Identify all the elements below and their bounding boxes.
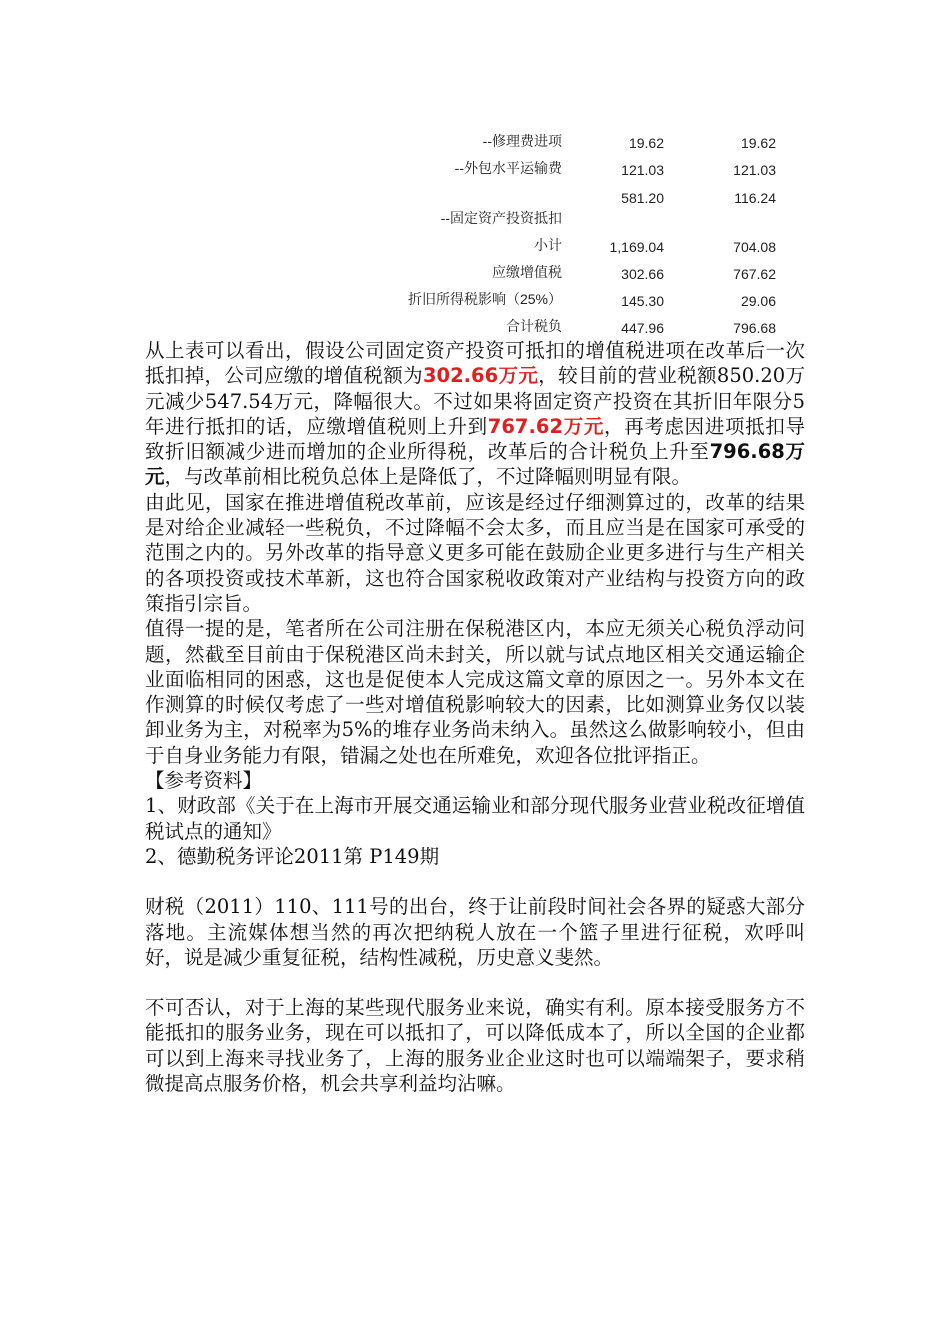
paragraph-text: 从上表可以看出，假设公司固定资产投资可抵扣的增值税进项在改革后一次抵扣掉，公司应缴的增值税额为 <box>145 339 805 388</box>
highlight-vat-five-year: 767.62万元 <box>487 414 605 438</box>
row-label: --修理费进项 <box>482 133 562 149</box>
row-label: 折旧所得税影响（25%） <box>407 291 562 307</box>
row-value-five-year: 116.24 <box>734 190 776 206</box>
table-row <box>300 124 790 151</box>
row-value-one-time: 302.66 <box>621 266 664 282</box>
table-row <box>300 309 790 336</box>
highlight-vat-one-time: 302.66万元 <box>422 364 539 388</box>
row-label: 应缴增值税 <box>492 264 562 280</box>
references-heading: 【参考资料】 <box>145 769 263 793</box>
article-body <box>145 338 805 1096</box>
row-label: --外包水平运输费 <box>454 160 562 176</box>
paragraph-text: ，再考虑因进项抵扣导致折旧额减少进而增加的企业所得税，改革后的合计税负上升至 <box>145 414 805 464</box>
table-row <box>300 282 790 309</box>
row-value-five-year: 704.08 <box>733 239 776 255</box>
row-label: 小计 <box>534 237 562 253</box>
shanghai-paragraph: 不可否认，对于上海的某些现代服务业来说，确实有利。原本接受服务方不能抵扣的服务业务，现在可以抵扣了，可以降低成本了，所以全国的企业都可以到上海来寻找业务了，上海的服务业企业这时也可以端端架子，要求稍微提高点服务价格，机会共享利益均沾嘛。 <box>145 996 805 1096</box>
row-value-one-time: 121.03 <box>621 162 664 178</box>
row-label: --固定资产投资抵扣 <box>440 210 562 226</box>
row-value-one-time: 447.96 <box>621 320 664 336</box>
author-note-paragraph: 值得一提的是，笔者所在公司注册在保税港区内，本应无须关心税负浮动问题，然截至目前由于保税港区尚未封关，所以就与试点地区相关交通运输企业面临相同的困惑，这也是促使本人完成这篇文章的原因之一。另外本文在作测算的时候仅考虑了一些对增值税影响较大的因素，比如测算业务仅以装卸业务为主，对税率为5%的堆存业务尚未纳入。虽然这么做影响较小，但由于自身业务能力有限，错漏之处也在所难免，欢迎各位批评指正。 <box>145 617 805 767</box>
row-label: 合计税负 <box>506 318 562 334</box>
row-value-one-time: 581.20 <box>621 190 664 206</box>
row-value-five-year: 796.68 <box>733 320 776 336</box>
row-value-five-year: 19.62 <box>740 135 776 151</box>
row-value-one-time: 145.30 <box>621 293 664 309</box>
table-row <box>300 228 790 255</box>
row-value-five-year: 767.62 <box>733 266 776 282</box>
row-value-five-year: 29.06 <box>740 293 776 309</box>
policy-paragraph: 财税（2011）110、111号的出台，终于让前段时间社会各界的疑惑大部分落地。主流媒体想当然的再次把纳税人放在一个篮子里进行征税，欢呼叫好，说是减少重复征税，结构性减税，历史意义斐然。 <box>145 895 805 969</box>
conclusion-paragraph: 由此见，国家在推进增值税改革前，应该是经过仔细测算过的，改革的结果是对给企业减轻一些税负，不过降幅不会太多，而且应当是在国家可承受的范围之内的。另外改革的指导意义更多可能在鼓励企业更多进行与生产相关的各项投资或技术革新，这也符合国家税收政策对产业结构与投资方向的政策指引宗旨。 <box>145 490 805 615</box>
row-value-five-year: 121.03 <box>733 162 776 178</box>
highlight-total-tax: 796.68万元 <box>145 440 805 489</box>
reference-item: 1、财政部《关于在上海市开展交通运输业和部分现代服务业营业税改征增值税试点的通知》 <box>145 794 805 843</box>
paragraph-text: ，较目前的营业税额850.20万元减少547.54万元，降幅很大。不过如果将固定资产投资在其折旧年限分5年进行抵扣的话，应缴增值税则上升到 <box>145 364 805 438</box>
tax-comparison-table <box>300 124 790 336</box>
table-row <box>300 151 790 178</box>
row-value-one-time: 19.62 <box>628 135 664 151</box>
paragraph-text: ，与改革前相比税负总体上是降低了，不过降幅则明显有限。 <box>164 465 692 489</box>
analysis-paragraph <box>145 338 805 490</box>
reference-item: 2、德勤税务评论2011第 P149期 <box>145 844 440 868</box>
table-row <box>300 178 790 228</box>
table-row <box>300 255 790 282</box>
row-value-one-time: 1,169.04 <box>609 239 664 255</box>
